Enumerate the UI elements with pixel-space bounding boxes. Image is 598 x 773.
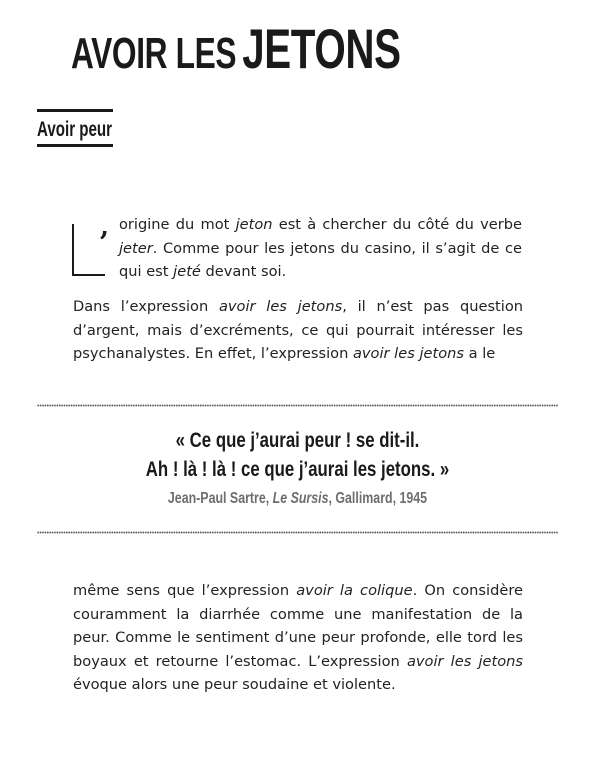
dotted-divider-bottom	[37, 531, 558, 537]
quote-line-1: « Ce que j’aurai peur ! se dit-il.	[175, 429, 420, 452]
quote-line-2: Ah ! là ! là ! ce que j’aurai les jetons. »	[145, 458, 450, 481]
title-part-1: AVOIR LES	[71, 29, 237, 78]
title-part-2: JETONS	[242, 17, 401, 80]
page-title	[71, 16, 401, 81]
quote-citation: Jean-Paul Sartre, Le Sursis, Gallimard, 1945	[167, 490, 428, 507]
article-paragraph-2: Dans l’expression avoir les jetons, il n’est pas question d’argent, mais d’excréments, ce qui pourrait intéresser les psychanalystes. En effet, l’expression avoir les jetons a le	[73, 298, 524, 362]
drop-cap-apostrophe: ,	[100, 212, 110, 242]
category-tag-label: Avoir peur	[37, 118, 113, 141]
pull-quote	[37, 426, 558, 510]
dotted-divider-top	[37, 404, 558, 410]
article-paragraph-1: origine du mot jeton est à chercher du côté du verbe jeter. Comme pour les jetons du casino, il s’agit de ce qui est jeté devant soi.	[119, 216, 522, 280]
article-paragraph-3: même sens que l’expression avoir la colique. On considère couramment la diarrhée comme une manifestation de la peur. Comme le sentiment d’une peur profonde, elle tord les boyaux et retourne l’estomac. L’expression avoir les jetons évoque alors une peur soudaine et violente.	[73, 582, 523, 693]
category-tag	[37, 109, 113, 147]
